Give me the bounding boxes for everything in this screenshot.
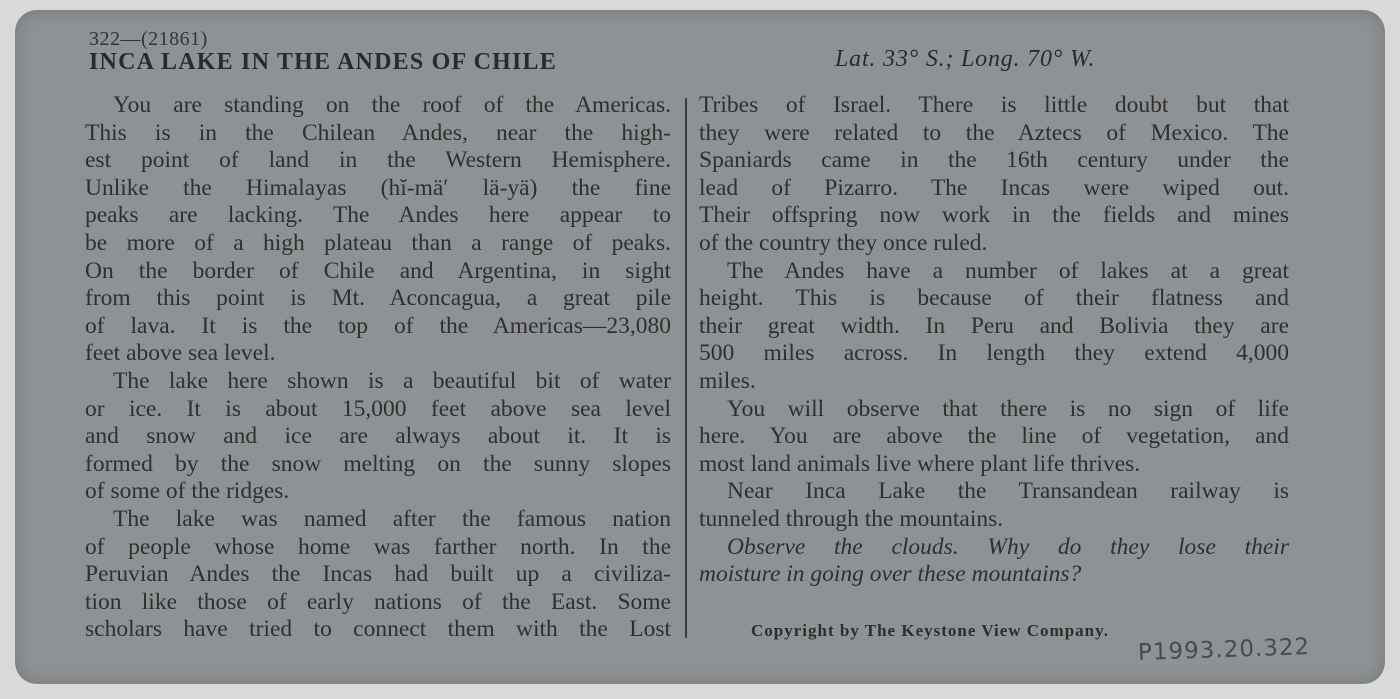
text-line: The lake was named after the famous nation: [113, 505, 671, 532]
text-line: peaks are lacking. The Andes here appear to: [85, 202, 671, 229]
text-line: of some of the ridges.: [85, 478, 290, 505]
text-line: feet above sea level.: [85, 340, 276, 367]
text-line: lead of Pizarro. The Incas were wiped out.: [699, 174, 1289, 201]
text-line: from this point is Mt. Aconcagua, a great pile: [85, 285, 671, 312]
text-line: The lake here shown is a beautiful bit of water: [113, 367, 671, 394]
text-line: height. This is because of their flatness and: [699, 285, 1289, 312]
text-line: scholars have tried to connect them with the Lost: [85, 616, 671, 643]
text-line: Unlike the Himalayas (hĭ-mä′ lä-yä) the fine: [85, 174, 671, 201]
text-line: miles.: [699, 367, 756, 394]
text-line: of people whose home was farther north. In the: [85, 533, 671, 560]
text-line: Their offspring now work in the fields and mines: [699, 202, 1289, 229]
text-line: tion like those of early nations of the East. Some: [85, 588, 671, 615]
text-line: This is in the Chilean Andes, near the high-: [85, 119, 671, 146]
text-line: Spaniards came in the 16th century under the: [699, 147, 1289, 174]
text-line: 500 miles across. In length they extend 4,000: [699, 340, 1289, 367]
text-line: Peruvian Andes the Incas had built up a civiliza-: [85, 561, 671, 588]
text-line: est point of land in the Western Hemisphere.: [85, 147, 671, 174]
text-line: and snow and ice are always about it. It is: [85, 423, 671, 450]
text-line: tunneled through the mountains.: [699, 505, 1004, 532]
column-divider: [685, 98, 687, 638]
left-text-column: [85, 92, 671, 644]
stereocard-back: [15, 10, 1385, 684]
text-line: You will observe that there is no sign of life: [727, 395, 1289, 422]
text-line: or ice. It is about 15,000 feet above sea level: [85, 395, 671, 422]
text-line: of the country they once ruled.: [699, 229, 988, 256]
text-line: Tribes of Israel. There is little doubt but that: [699, 92, 1289, 118]
text-line: Near Inca Lake the Transandean railway is: [727, 478, 1289, 505]
right-text-column: [699, 92, 1289, 589]
text-line: they were related to the Aztecs of Mexico. The: [699, 119, 1289, 146]
question-line: Observe the clouds. Why do they lose their: [727, 533, 1289, 560]
text-line: most land animals live where plant life thrives.: [699, 450, 1141, 477]
text-line: formed by the snow melting on the sunny slopes: [85, 450, 671, 477]
card-number: 322—(21861): [89, 28, 208, 50]
text-line: The Andes have a number of lakes at a great: [727, 257, 1289, 284]
text-line: You are standing on the roof of the Americas.: [113, 92, 671, 118]
text-line: their great width. In Peru and Bolivia they are: [699, 312, 1289, 339]
card-title: INCA LAKE IN THE ANDES OF CHILE: [89, 49, 557, 75]
copyright-notice: Copyright by The Keystone View Company.: [751, 621, 1109, 640]
question-line: moisture in going over these mountains?: [699, 561, 1082, 588]
text-line: be more of a high plateau than a range of peaks.: [85, 229, 671, 256]
text-line: of lava. It is the top of the Americas—23,080: [85, 312, 671, 339]
text-line: On the border of Chile and Argentina, in sight: [85, 257, 671, 284]
coordinates: Lat. 33° S.; Long. 70° W.: [835, 46, 1096, 72]
catalog-number: P1993.20.322: [1137, 634, 1311, 666]
text-line: here. You are above the line of vegetation, and: [699, 423, 1289, 450]
